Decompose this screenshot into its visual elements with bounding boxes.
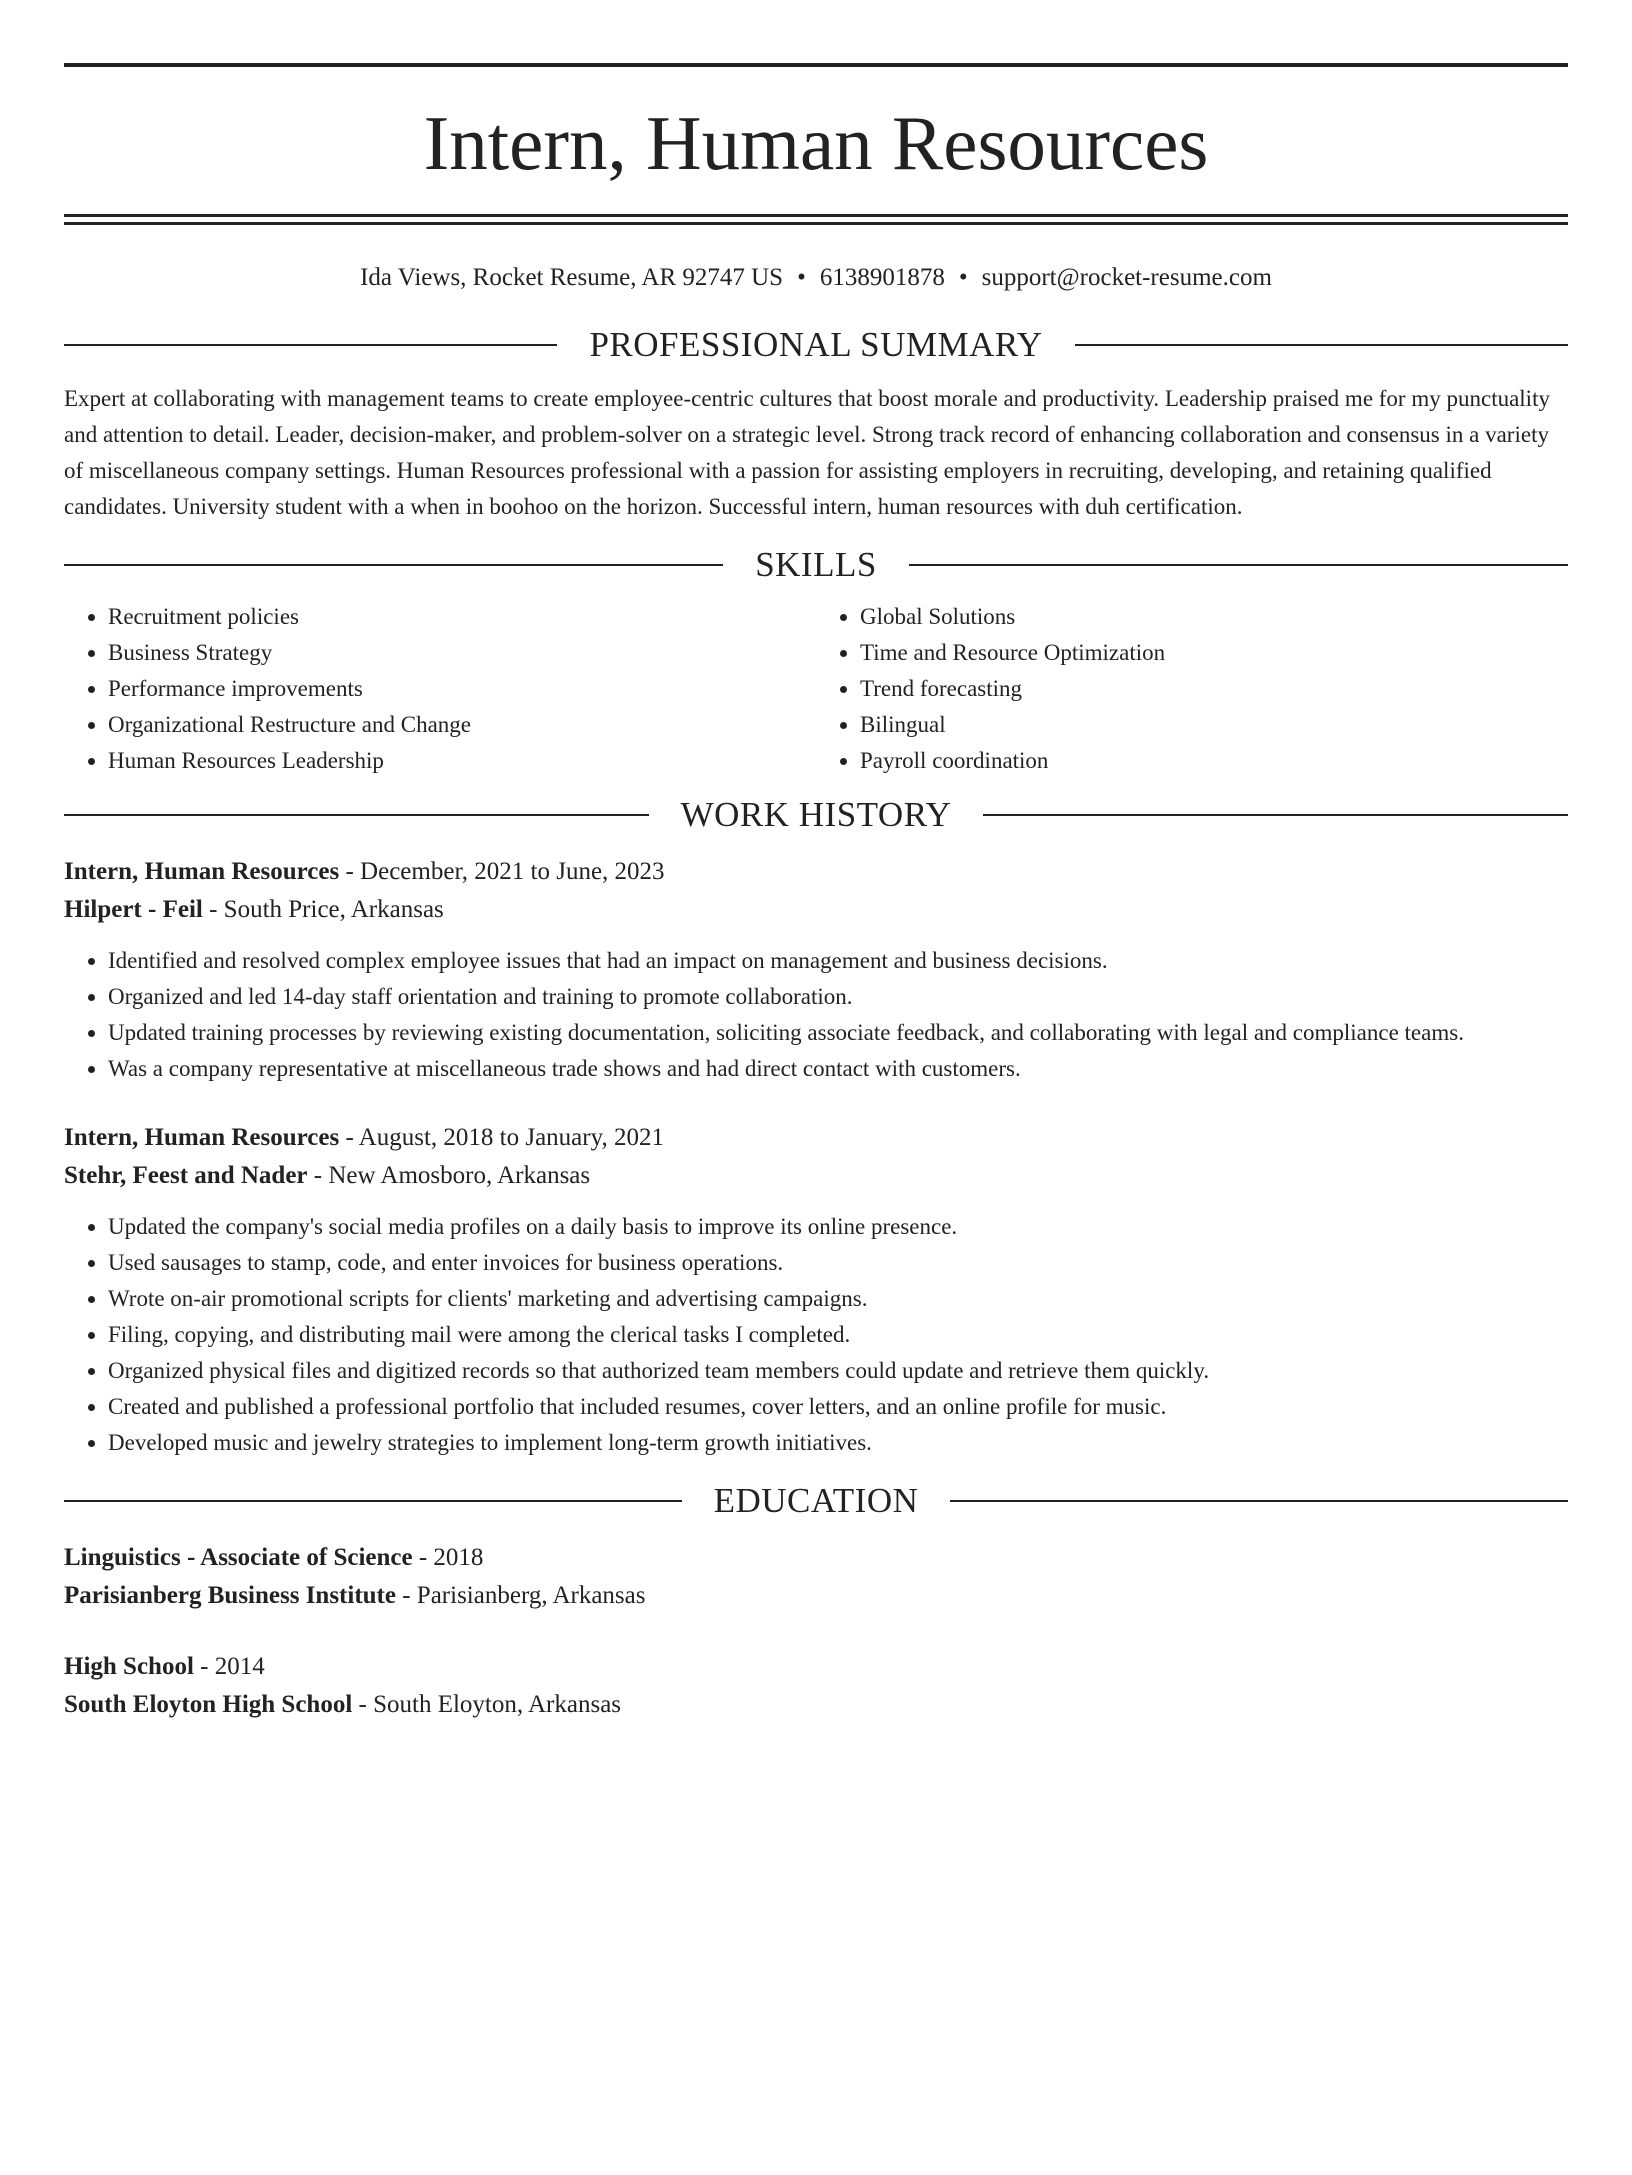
skill-item: • Payroll coordination bbox=[860, 743, 1568, 779]
job-company: Hilpert - Feil bbox=[64, 896, 203, 923]
education-year: - 2014 bbox=[193, 1653, 265, 1680]
resume-page bbox=[0, 63, 1632, 2175]
job-bullet: • Organized physical files and digitized records so that authorized team members could update and retrieve them quickly. bbox=[108, 1353, 1568, 1389]
top-rule bbox=[64, 63, 1568, 67]
job-company: Stehr, Feest and Nader bbox=[64, 1162, 308, 1189]
contact-separator: • bbox=[958, 264, 968, 291]
job-company-line bbox=[64, 891, 1568, 929]
skills-column-right bbox=[816, 599, 1568, 779]
skill-item: • Organizational Restructure and Change bbox=[108, 707, 816, 743]
skill-item: • Bilingual bbox=[860, 707, 1568, 743]
work-heading-label: WORK HISTORY bbox=[680, 795, 952, 834]
education-degree: High School bbox=[64, 1653, 194, 1680]
summary-heading bbox=[64, 323, 1568, 367]
job-bullet: • Created and published a professional portfolio that included resumes, cover letters, and an online profile for music. bbox=[108, 1389, 1568, 1425]
skill-item: • Human Resources Leadership bbox=[108, 743, 816, 779]
job-bullet: • Updated the company's social media profiles on a daily basis to improve its online presence. bbox=[108, 1209, 1568, 1245]
education-entry bbox=[64, 1648, 1568, 1724]
skills-column-left bbox=[64, 599, 816, 779]
job-dates: - December, 2021 to June, 2023 bbox=[339, 858, 665, 885]
job-bullet: • Filing, copying, and distributing mail were among the clerical tasks I completed. bbox=[108, 1317, 1568, 1353]
heading-rule bbox=[64, 814, 649, 816]
job-bullet: • Developed music and jewelry strategies to implement long-term growth initiatives. bbox=[108, 1425, 1568, 1461]
job-dates: - August, 2018 to January, 2021 bbox=[339, 1124, 664, 1151]
job-title-line bbox=[64, 1119, 1568, 1157]
job-bullets bbox=[64, 943, 1568, 1087]
heading-rule bbox=[909, 564, 1568, 566]
contact-phone: 6138901878 bbox=[819, 264, 945, 291]
education-location: - South Eloyton, Arkansas bbox=[352, 1691, 622, 1718]
skills-heading bbox=[64, 543, 1568, 587]
job-company-line bbox=[64, 1157, 1568, 1195]
job-entry bbox=[64, 853, 1568, 1087]
job-location: - New Amosboro, Arkansas bbox=[307, 1162, 591, 1189]
education-school: South Eloyton High School bbox=[64, 1691, 353, 1718]
job-title: Intern, Human Resources bbox=[64, 858, 340, 885]
education-year: - 2018 bbox=[412, 1544, 484, 1571]
heading-rule bbox=[64, 344, 557, 346]
summary-text: Expert at collaborating with management teams to create employee-centric cultures that boost morale and productivity. Leadership praised me for my punctuality and attention to detail. Leader, decision-maker, and problem-solver on a strategic level. Strong track record of enhancing collaboration and consensus in a variety of miscellaneous company settings. Human Resources professional with a passion for assisting employers in recruiting, developing, and retaining qualified candidates. University student with a when in boohoo on the horizon. Successful intern, human resources with duh certification. bbox=[64, 386, 1550, 519]
job-bullet: • Wrote on-air promotional scripts for clients' marketing and advertising campaigns. bbox=[108, 1281, 1568, 1317]
education-school-line bbox=[64, 1577, 1568, 1615]
contact-email: support@rocket-resume.com bbox=[981, 264, 1272, 291]
summary-heading-label: PROFESSIONAL SUMMARY bbox=[589, 325, 1043, 364]
heading-rule bbox=[950, 1500, 1568, 1502]
education-school-line bbox=[64, 1686, 1568, 1724]
education-entry bbox=[64, 1539, 1568, 1615]
heading-rule bbox=[983, 814, 1568, 816]
skills-heading-label: SKILLS bbox=[755, 545, 877, 584]
job-title: Intern, Human Resources bbox=[64, 1124, 340, 1151]
skill-item: • Global Solutions bbox=[860, 599, 1568, 635]
double-rule bbox=[64, 214, 1568, 225]
page-title: Intern, Human Resources bbox=[423, 100, 1209, 186]
education-degree-line bbox=[64, 1648, 1568, 1686]
work-heading bbox=[64, 793, 1568, 837]
skill-item: • Trend forecasting bbox=[860, 671, 1568, 707]
skill-item: • Business Strategy bbox=[108, 635, 816, 671]
education-degree: Linguistics - Associate of Science bbox=[64, 1544, 413, 1571]
job-location: - South Price, Arkansas bbox=[202, 896, 444, 923]
heading-rule bbox=[64, 1500, 682, 1502]
job-bullet: • Identified and resolved complex employee issues that had an impact on management and business decisions. bbox=[108, 943, 1568, 979]
job-title-line bbox=[64, 853, 1568, 891]
job-bullet: • Used sausages to stamp, code, and enter invoices for business operations. bbox=[108, 1245, 1568, 1281]
skill-item: • Performance improvements bbox=[108, 671, 816, 707]
skill-item: • Recruitment policies bbox=[108, 599, 816, 635]
job-bullet: • Was a company representative at miscellaneous trade shows and had direct contact with customers. bbox=[108, 1051, 1568, 1087]
education-location: - Parisianberg, Arkansas bbox=[395, 1582, 646, 1609]
job-bullet: • Updated training processes by reviewing existing documentation, soliciting associate feedback, and collaborating with legal and compliance teams. bbox=[108, 1015, 1568, 1051]
contact-line bbox=[64, 261, 1568, 295]
education-degree-line bbox=[64, 1539, 1568, 1577]
heading-rule bbox=[64, 564, 723, 566]
job-bullet: • Organized and led 14-day staff orientation and training to promote collaboration. bbox=[108, 979, 1568, 1015]
heading-rule bbox=[1075, 344, 1568, 346]
contact-address: Ida Views, Rocket Resume, AR 92747 US bbox=[360, 264, 784, 291]
education-heading bbox=[64, 1479, 1568, 1523]
skill-item: • Time and Resource Optimization bbox=[860, 635, 1568, 671]
contact-separator: • bbox=[797, 264, 806, 291]
job-entry bbox=[64, 1119, 1568, 1461]
skills-list bbox=[64, 599, 1568, 779]
education-heading-label: EDUCATION bbox=[713, 1481, 919, 1520]
education-school: Parisianberg Business Institute bbox=[64, 1582, 396, 1609]
job-bullets bbox=[64, 1209, 1568, 1461]
